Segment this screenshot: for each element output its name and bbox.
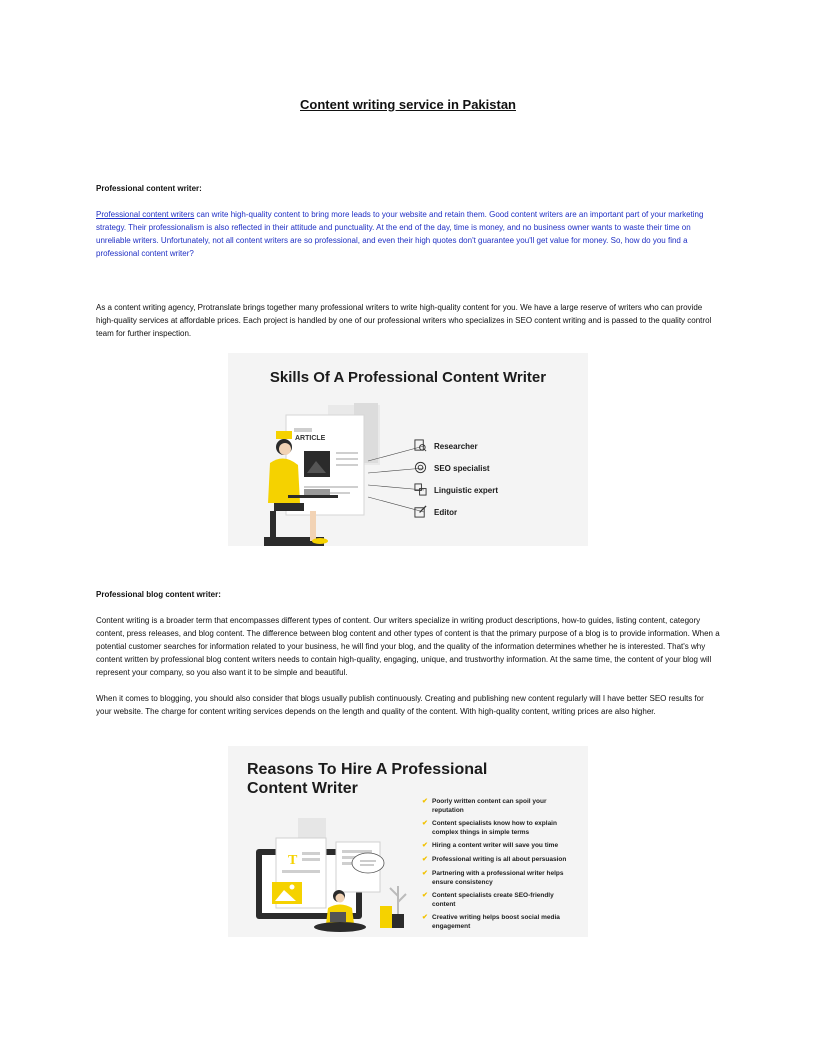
reason-text: Partnering with a professional writer helps ensure consistency	[432, 870, 564, 886]
skills-infographic-title: Skills Of A Professional Content Writer	[269, 369, 547, 386]
check-icon: ✔	[422, 856, 428, 863]
intro-paragraph	[96, 208, 720, 260]
page-title: Content writing service in Pakistan	[300, 97, 516, 112]
blog-paragraph-1: Content writing is a broader term that encompasses different types of content. Our writers specialize in writing product descriptions, how-to guides, listing content, category content, press releases, and blog content. The difference between blog content and other types of content is that the primary purpose of a blog is to provide information. When a potential customer searches for information related to your business, he will find your blog, and the quality of the information determines whether he is interested. That's why content written by professional blog content writers needs to contain high-quality, engaging, unique, and trustworthy information. At the same time, the content of your blog will represent your company, so you also want it to be simple and beautiful.	[96, 616, 720, 677]
reason-item	[422, 798, 572, 815]
article-label: ARTICLE	[295, 435, 326, 442]
professional-writers-link[interactable]: Professional content writers	[96, 210, 195, 219]
reason-item	[422, 892, 572, 909]
skill-researcher	[434, 442, 478, 451]
reason-text: Hiring a content writer will save you time	[432, 842, 559, 849]
intro-paragraph-text: can write high-quality content to bring more leads to your website and retain them. Good content writers are an important part of your marketing strategy. Their professionalism is also reflected in their attitude and punctuality. At the end of the day, time is money, and no business owner wants to waste their time on unreliable writers. Unfortunately, not all content writers are so professional, and even their high quotes don't guarantee you'll get value for money. So, how do you find a professional content writer?	[96, 210, 704, 258]
check-icon: ✔	[422, 870, 428, 877]
seo-icon	[414, 461, 427, 474]
check-icon: ✔	[422, 842, 428, 849]
reasons-infographic	[228, 746, 588, 937]
writer-illustration	[228, 353, 588, 546]
blog-paragraph-2: When it comes to blogging, you should also consider that blogs usually publish continuously. Creating and publishing new content regularly will I have better SEO results for your website. The charge for content writing services depends on the length and quality of the content. With high-quality content, writing prices are also higher.	[96, 694, 704, 716]
document-letter-t: T	[288, 853, 298, 868]
reasons-title-line-2: Content Writer	[247, 780, 358, 797]
skill-linguistic-expert	[434, 486, 498, 495]
skill-editor	[434, 508, 457, 517]
magnifier-icon	[414, 439, 427, 452]
skill-editor-label: Editor	[434, 508, 458, 517]
check-icon: ✔	[422, 892, 428, 899]
agency-paragraph: As a content writing agency, Protranslate brings together many professional writers to write high-quality content for you. We have a large reserve of writers who can provide high-quality services at affordable prices. Each project is handled by one of our professional writers who specializes in SEO content writing and is passed to the quality control team for further inspection.	[96, 303, 712, 338]
skills-infographic	[228, 353, 588, 546]
skill-seo-specialist	[434, 464, 490, 473]
reason-item	[422, 914, 572, 931]
section-heading-content-writer: Professional content writer:	[96, 184, 202, 193]
reason-item	[422, 870, 572, 887]
edit-pencil-icon	[414, 505, 427, 518]
reason-text: Content specialists know how to explain complex things in simple terms	[432, 820, 557, 836]
reason-text: Creative writing helps boost social media engagement	[432, 914, 560, 930]
reason-text: Professional writing is all about persuasion	[432, 856, 567, 863]
check-icon: ✔	[422, 914, 428, 921]
reason-item	[422, 856, 572, 865]
skill-researcher-label: Researcher	[434, 442, 478, 451]
reason-text: Poorly written content can spoil your reputation	[432, 798, 547, 814]
reason-text: Content specialists create SEO-friendly content	[432, 892, 554, 908]
section-heading-blog-writer: Professional blog content writer:	[96, 590, 221, 599]
check-icon: ✔	[422, 798, 428, 805]
translate-icon	[414, 483, 427, 496]
reasons-title-line-1: Reasons To Hire A Professional	[247, 761, 488, 778]
reason-item	[422, 842, 572, 851]
check-icon: ✔	[422, 820, 428, 827]
skill-linguistic-label: Linguistic expert	[434, 486, 499, 495]
reason-item	[422, 820, 572, 837]
skill-seo-label: SEO specialist	[434, 464, 490, 473]
